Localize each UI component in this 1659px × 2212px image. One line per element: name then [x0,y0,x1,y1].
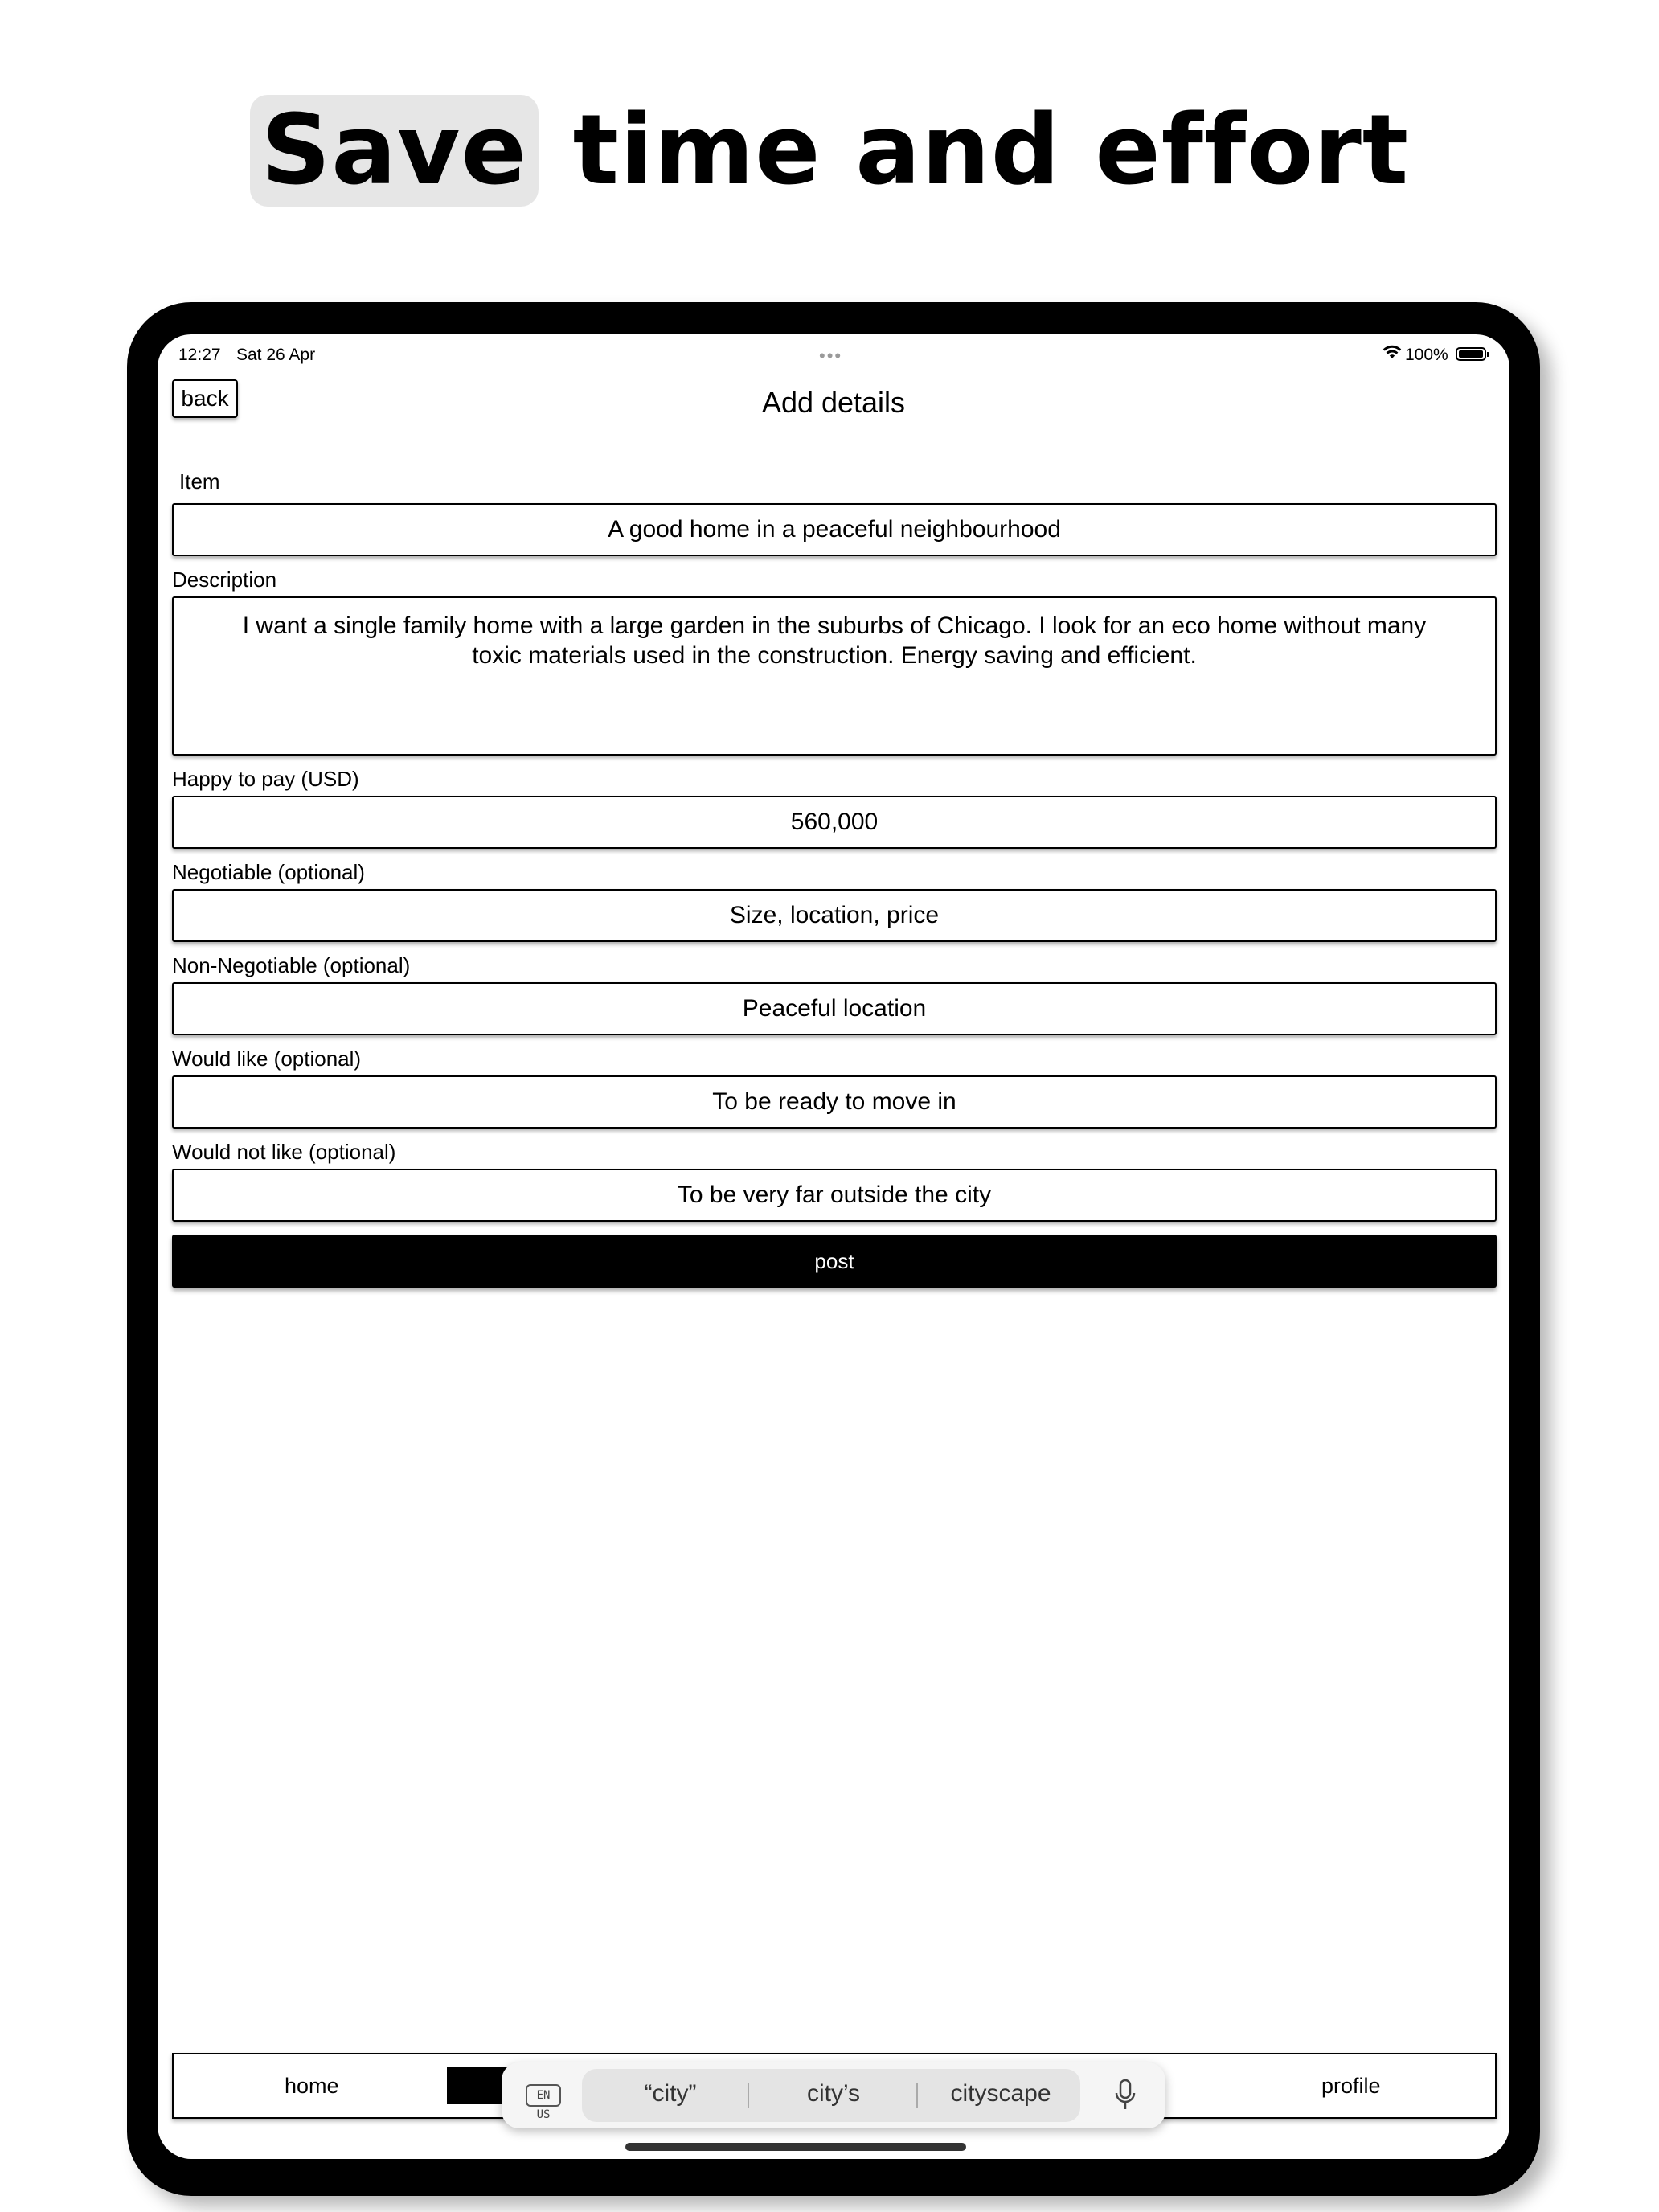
nav-home[interactable]: home [285,2074,339,2098]
post-button[interactable]: post [172,1235,1497,1288]
suggestion-item[interactable]: “city” [644,2080,697,2107]
negotiable-label: Negotiable (optional) [172,860,365,884]
home-indicator[interactable] [625,2143,966,2151]
would-not-like-label: Would not like (optional) [172,1140,396,1164]
tablet-frame [127,302,1540,2196]
marketing-headline [0,95,1659,207]
battery-icon [1456,347,1486,361]
page-title: Add details [761,386,906,419]
wifi-icon [1382,344,1402,365]
battery-percentage: 100% [1405,346,1448,364]
keyboard-suggestion-bar [502,2062,1165,2128]
app-screen [158,334,1509,2159]
nav-profile[interactable]: profile [1321,2074,1381,2098]
suggestion-item[interactable]: cityscape [950,2080,1051,2107]
headline-highlight: Save [250,95,539,207]
keyboard-language-icon[interactable]: EN US [526,2084,561,2107]
would-like-input[interactable]: To be ready to move in [172,1075,1497,1129]
non-negotiable-input[interactable]: Peaceful location [172,982,1497,1035]
status-date: Sat 26 Apr [236,346,316,364]
suggestion-item[interactable]: city’s [806,2080,861,2107]
would-not-like-input[interactable]: To be very far outside the city [172,1169,1497,1222]
would-like-label: Would like (optional) [172,1047,362,1071]
pay-input[interactable]: 560,000 [172,796,1497,849]
pay-label: Happy to pay (USD) [172,767,359,791]
microphone-icon[interactable] [1114,2075,1137,2118]
item-input[interactable]: A good home in a peaceful neighbourhood [172,503,1497,556]
description-label: Description [172,567,277,592]
headline-rest: time and effort [538,95,1410,207]
description-textarea[interactable]: I want a single family home with a large garden in the suburbs of Chicago. I look for an eco home without many toxic materials used in the construction. Energy saving and efficient. [172,596,1497,756]
status-bar [158,334,1509,370]
negotiable-input[interactable]: Size, location, price [172,889,1497,942]
suggestion-divider [916,2083,918,2108]
back-button[interactable]: back [172,379,238,418]
non-negotiable-label: Non-Negotiable (optional) [172,953,411,977]
suggestion-divider [748,2083,749,2108]
item-label: Item [179,469,220,494]
multitasking-dots[interactable]: ••• [819,346,843,366]
status-time: 12:27 [178,346,221,364]
